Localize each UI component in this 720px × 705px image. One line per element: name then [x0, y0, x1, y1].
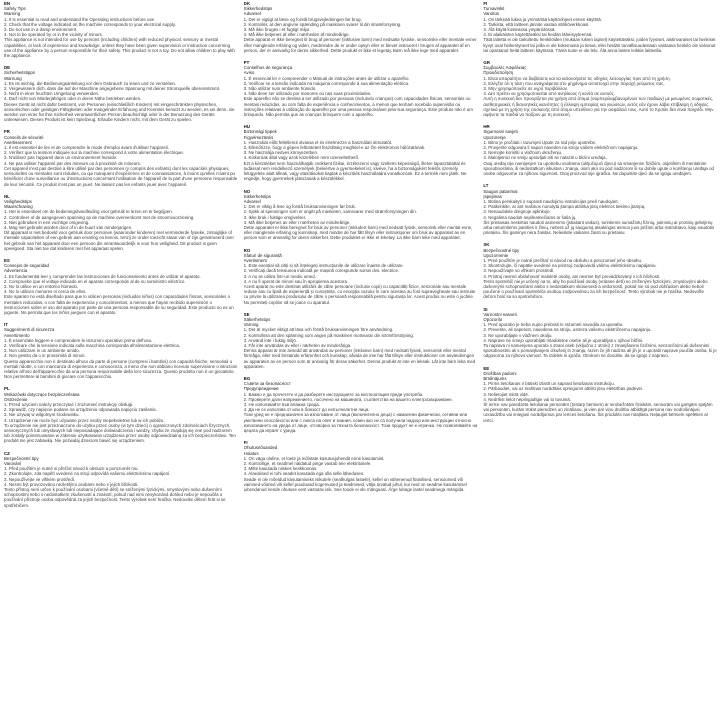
safety-instruction: 1. Būtina perskaityti ir suprasti naudojimo instrukcijas prieš naudojant.	[483, 198, 619, 204]
safety-paragraph: Αυτή η συσκευή δεν προορίζεται για χρήση από άτομα (συμπεριλαμβανομένων των παιδιών) με μειωμένες σωματικές, αισθητηριακές ή διανοητικές ικανότητες ή έλλειψη εμπειρίας και γνώσεων, εκτός εάν έχουν λάβει επίβλεψη ή οδηγίες σχετικά με τη χρήση της συσκευής από άτομο υπεύθυνο για την ασφάλειά τους. Αυτό το προϊόν δεν είναι παιχνίδι. Μην αφήνετε τα παιδιά να παίζουν με τη συσκευή.	[483, 96, 714, 118]
safety-instruction: 3. Ne uporabljajte v vlažnem okolju.	[483, 332, 553, 338]
safety-instruction: 3. Använd inte i fuktig miljö.	[243, 337, 297, 343]
warning-heading: Įspėjimas	[483, 193, 502, 199]
safety-instruction: 3. Nelietojiet mitrā vidē.	[483, 391, 529, 397]
warning-heading: Waarschuwing	[4, 204, 33, 210]
safety-instruction: 4. Må ikke betjenes av eller i nærheten av mindreårige.	[243, 219, 351, 225]
safety-instruction: 4. Prístroj nesmú obsluhovať maloleté osoby, ani nesmie byť prevádzkovaný v ich blízkosti.	[483, 273, 661, 279]
safety-paragraph: Ovaj uređaj nije namijenjen za upotrebu osobama (uključujući djecu) sa smanjenim fizičkim, osjetilnim ili mentalnim sposobnostima, ili nedostatkom iskustva i znanja, osim ako su pod nadzorom ili su dobile upute o korištenju uređaja od osobe odgovorne za njihovu sigurnost. Ovaj proizvod nije igračka. Ne dopustite djeci da se igraju uređajem.	[483, 160, 714, 177]
safety-paragraph: This appliance is not intended for use by persons (including children) with reduced physical, sensory or mental capabilities, or lack of experience and knowledge, unless they have been given supervision or instruction concerning use of the appliance by a person responsible for their safety. This product is not a toy. Do not allow children to play with the appliance.	[4, 37, 235, 59]
warning-heading: Avertisment	[243, 257, 267, 263]
safety-instruction: 4. Negalima naudoti nepilnamečiams ar šalia jų.	[483, 214, 577, 220]
safety-paragraph: Dette apparat er ikke beregnet til brug af personer (inklusive børn) med nedsatte fysiske, sensoriske eller mentale evner eller manglende erfaring og viden, medmindre de er under opsyn eller er blevet instrueret i brugen af apparatet af en person, der er ansvarlig for deres sikkerhed. Dette produkt er ikke et legetøj. Børn må ikke lege med apparatet.	[243, 37, 477, 53]
warning-heading: Brīdinājums	[483, 376, 507, 381]
safety-instruction: 4. Nesmí být provozováno nezletilými osobami nebo v jejich blízkosti.	[4, 481, 139, 487]
section-title: Varnostni nasveti	[483, 311, 517, 317]
safety-paragraph: Tätä laitetta ei ole tarkoitettu henkilöiden (mukaan lukien lapset) käytettäväksi, joiden fyysiset, aistinvaraiset tai henkiset kyvyt ovat heikentyneet tai joilla ei ole kokemusta ja tietoa, ellei heidän turvallisuudestaan vastaava henkilö ole valvonut tai opastanut heitä laitteen käytössä. Tämä tuote ei ole lelu. Älä anna lasten leikkiä laitteella.	[483, 37, 716, 53]
safety-instruction: 4. No lo utilicen menores ni cerca de ellos.	[4, 289, 87, 295]
section-title: Suggerimenti di sicurezza	[4, 327, 55, 333]
language-section	[244, 189, 478, 241]
language-code: EE	[483, 365, 490, 371]
language-section	[244, 312, 478, 369]
safety-instruction: 2. Ελέγξτε ότι η τάση που αναγράφεται στο μηχάνημα αντιστοιχεί στην παροχή ρεύματος σας.	[483, 80, 665, 86]
safety-instruction: 1. Es fundamental leer y comprender las instrucciones de funcionamiento antes de utilizar el aparato.	[4, 273, 201, 279]
safety-instruction: 1. Важно е да прочетете и да разберете инструкциите за експлоатация преди употреба.	[243, 391, 424, 397]
warning-heading: Varoitus	[483, 11, 500, 17]
safety-instruction: 1. On tärkeää lukea ja ymmärtää käyttöohjeet ennen käyttöä.	[483, 16, 602, 22]
section-title: Ohutusnõuanded	[243, 445, 278, 451]
safety-instruction: 1. Είναι απαραίτητο να διαβάσετε και να κατανοήσετε τις οδηγίες λειτουργίας πριν από τη χρήση.	[483, 75, 671, 81]
language-code: CZ	[4, 450, 10, 456]
safety-paragraph: To urządzenie nie jest przeznaczone do użytku przez osoby (w tym dzieci) o ograniczonych zdolnościach fizycznych, sensorycznych lub umysłowych lub nieposiadające doświadczenia i wiedzy, chyba że znajdują się one pod nadzorem lub zostały poinstruowane w zakresie użytkowania urządzenia przez osobę odpowiedzialną za ich bezpieczeństwo. Ten produkt nie jest zabawką. Nie pozwalaj dzieciom bawić się urządzeniem.	[4, 422, 236, 444]
safety-instruction: 1. Es ist wichtig, die Bedienungsanleitung vor dem Gebrauch zu lesen und zu verstehen.	[4, 80, 177, 86]
section-title: Sikkerhedstips	[243, 6, 273, 12]
safety-paragraph: Este aparelho não se destina a ser utilizado por pessoas (incluindo crianças) com capacidades físicas, sensoriais ou mentais reduzidas, ou com falta de experiência e conhecimentos, a menos que tenham recebido supervisão ou instruções relativas à utilização do aparelho por uma pessoa responsável pela sua segurança. Este produto não é um brinquedo. Não permita que as crianças brinquem com o aparelho.	[243, 96, 473, 118]
safety-instruction: 1. Pirms lietošanas ir būtiski izlasīt un saprast lietošanas instrukciju.	[483, 381, 615, 387]
language-section	[483, 60, 717, 117]
section-title: Biztonsági tippek	[243, 129, 277, 135]
safety-paragraph: Ezt a készüléket nem használhatják csökkent fizikai, érzékszervi vagy szellemi képességű, illetve tapasztalattal és tudással nem rendelkező személyek (beleértve a gyermekeket is), kivéve, ha a biztonságukért felelős személy felügyelete alatt állnak, vagy utasításokat kaptak a készülék használatára vonatkozóan. Ez a termék nem játék. Ne engedje, hogy gyermekek játsszanak a készülékkel.	[243, 160, 467, 182]
safety-instruction: 2. Kontrollige, et seadmel näidatud pinge vastab teie elektritoitele.	[243, 461, 372, 467]
safety-instruction: 1. Il est essentiel de lire et de comprendre le mode d'emploi avant d'utiliser l'appareil.	[4, 145, 169, 151]
safety-instruction: 2. Sprawdź, czy napięcie podane na urządzeniu odpowiada napięciu zasilania.	[4, 407, 157, 413]
safety-instruction: 3. Do not use in a damp environment.	[4, 27, 78, 33]
safety-paragraph: Denna apparat är inte avsedd att användas av personer (inklusive barn) med nedsatt fysisk, sensorisk eller mental förmåga, eller med bristande erfarenhet och kunskap, såvida de inte har fått tillsyn eller instruktioner om användningen av apparaten av en person som är ansvarig för deras säkerhet. Denna produkt är inte en leksak. Låt inte barn leka med apparaten.	[243, 348, 476, 369]
safety-instruction: 1. It is essential to read and understand the Operating instructions before use.	[4, 16, 156, 22]
safety-paragraph: Este aparato no está diseñado para que lo utilicen personas (incluidos niños) con capacidades físicas, sensoriales o mentales reducidas, o con falta de experiencia y conocimientos, a menos que hayan recibido supervisión o instrucciones sobre el uso del aparato por parte de una persona responsable de su seguridad. Este producto no es un juguete. No permita que los niños jueguen con el aparato.	[4, 294, 234, 315]
safety-instruction: 3. Älä käytä kosteassa ympäristössä.	[483, 27, 556, 33]
safety-instruction: 2. Sjekk at spenningen som er angitt på maskinen, samsvarer med strømforsyningen din.	[243, 209, 417, 215]
warning-heading: Hoiatus	[243, 450, 259, 456]
language-code: SI	[483, 306, 488, 312]
safety-instruction: 1. Det är mycket viktigt att läsa och förstå bruksanvisningen före användning.	[243, 327, 394, 333]
safety-instruction: 4. Maloljetnici ne smiju upravljati niti se nalaziti u blizini uređaja.	[483, 155, 607, 161]
language-section	[244, 376, 478, 433]
warning-heading: Предупреждение	[243, 386, 279, 392]
safety-instruction: 4. Ne pas utiliser l'appareil par des mineurs ou à proximité de mineurs.	[4, 160, 142, 166]
safety-instruction: 4. Δεν πρέπει να χρησιμοποιείται από ανηλίκους ή κοντά σε αυτούς.	[483, 91, 615, 97]
language-code: BG	[243, 376, 251, 381]
safety-paragraph: Tento přístroj není určen k používání osobami (včetně dětí) se sníženými fyzickými, smyslovými nebo duševními schopnostmi nebo s nedostatkem zkušeností a znalostí, pokud nad nimi nevykonává dohled nebo je nepoučila o používání přístroje osoba odpovědná za jejich bezpečnost. Tento výrobek není hračka. Nedovolte dětem hrát si se spotřebičem.	[4, 487, 226, 508]
section-title: Bezpečnostné tipy	[483, 247, 520, 253]
safety-instruction: 2. Compruebe que el voltaje indicado en el aparato corresponde al de su suministro eléctrico.	[4, 278, 186, 284]
section-title: Sicherheitstipps	[4, 70, 35, 76]
warning-heading: Προειδοποίηση	[483, 70, 514, 76]
warning-heading: Avertissement	[4, 139, 32, 145]
warning-heading: Upozorenje	[483, 134, 506, 140]
section-title: Saugos patarimai	[483, 188, 518, 194]
safety-instruction: 1. Bitno je pročitati i razumjeti Upute za rad prije upotrebe.	[483, 139, 597, 145]
language-code: HR	[483, 124, 490, 130]
language-section	[483, 307, 717, 359]
language-code: PT	[243, 60, 250, 66]
safety-instruction: 3. Não utilizar num ambiente húmido.	[243, 86, 317, 92]
language-section	[4, 65, 238, 122]
safety-paragraph: Ta naprava ni namenjena uporabi s strani oseb (vključno z otroki) z zmanjšanimi fizičnimi, senzoričnimi ali duševnimi sposobnostmi ali s pomanjkanjem izkušenj in znanja, razen če jih nadzira ali jih je o uporabi naprave poučila oseba, ki je odgovorna za njihovo varnost. Ta izdelek ni igrača. Otrokom ne dovolite, da se igrajo z napravo.	[483, 342, 717, 359]
safety-instruction: 2. Vérifiez que la tension indiquée sur la machine correspond à votre alimentation électrique.	[4, 150, 184, 156]
safety-instruction: 3. Nie używaj w wilgotnym środowisku.	[4, 412, 80, 418]
language-section	[244, 1, 478, 53]
safety-instruction: 4. Får inte användas av eller i närheten av minderåriga.	[243, 342, 352, 348]
language-code: FR	[4, 129, 10, 135]
safety-instruction: 4. Urządzenie nie może być używane przez osoby niepełnoletnie lub w ich pobliżu.	[4, 417, 165, 423]
language-code: PL	[4, 386, 10, 392]
warning-heading: Varning	[243, 322, 259, 328]
safety-instruction: 2. Kontrollér, at den angivne spænding på maskinen svarer til din strømforsyning.	[243, 21, 402, 27]
section-title: Wskazówki dotyczące bezpieczeństwa	[4, 391, 80, 397]
section-title: Säkerhetstips	[243, 316, 271, 322]
safety-instruction: 3. Nicht in einer feuchten Umgebung verwenden.	[4, 91, 100, 97]
safety-instruction: 1. On väga oluline, et loete ja mõistate kasutusjuhendit enne kasutamist.	[243, 455, 385, 461]
safety-instruction: 2. Tarkista, että laitteen jännite vastaa sähköverkkoasi.	[483, 21, 590, 27]
safety-instruction: 2. Vergewissern dich, dass die auf der Maschine angegebene Spannung mit deiner Stromquelle übereinstimmt.	[4, 86, 221, 92]
safety-instruction: 3. Не използвайте във влажна среда.	[243, 402, 320, 408]
safety-instruction: 4. Nedrīkst lietot nepilngadīgie vai to tuvumā.	[483, 396, 571, 402]
section-title: Sikkerhetstips	[243, 193, 272, 199]
language-section	[483, 1, 717, 53]
language-section	[244, 440, 478, 492]
column-left	[4, 1, 238, 705]
warning-heading: Warnung	[4, 75, 22, 81]
safety-paragraph: Dit apparaat is niet bedoeld voor gebruik door personen (waaronder kinderen) met verminderde fysieke, zintuiglijke of mentale capaciteiten of een gebrek aan ervaring en kennis, tenzij ze onder toezicht staan van of zijn geïnstrueerd over het gebruik van het apparaat door een persoon die verantwoordelijk is voor hun veiligheid. Dit product is geen speelgoed. Sta niet toe dat kinderen met het apparaat spelen.	[4, 230, 234, 251]
safety-instruction: 2. Provjerite odgovara li napon naveden na stroju vašem električnom napajanju.	[483, 145, 639, 151]
language-code: RO	[243, 247, 251, 253]
safety-instruction: 3. Mitte kasutada niiskes keskkonnas.	[243, 466, 318, 472]
section-title: Sfaturi de siguranță	[243, 252, 282, 258]
safety-instruction: 3. Må ikke bruges i et fugtigt miljø.	[243, 27, 311, 33]
language-code: NO	[243, 188, 251, 194]
language-section	[4, 1, 238, 58]
safety-instruction: 3. No lo utilice en un entorno húmedo.	[4, 283, 79, 289]
safety-instruction: 2. Check that the voltage indicated on the machine corresponds to your electrical supply.	[4, 21, 176, 27]
safety-instruction: 1. Det er viktig å lese og forstå bruksanvisningen før bruk.	[243, 204, 356, 210]
safety-instruction: 2. Controleer of de aangegeven spanning op de machine overeenkomt met de stroomvoorziening.	[4, 214, 195, 220]
language-code: FI	[243, 440, 248, 446]
language-code: IT	[4, 322, 8, 328]
safety-instruction: 1. Det er vigtigt at læse og forstå brugsvejledningen før brug.	[243, 16, 362, 22]
language-code: HU	[243, 124, 251, 130]
safety-instruction: 3. Μην χρησιμοποιείτε σε υγρό περιβάλλον.	[483, 86, 569, 92]
warning-heading: Advarsel	[243, 11, 261, 17]
safety-instruction: 3. Ne használja nedves környezetben.	[243, 150, 319, 156]
safety-paragraph: Questo apparecchio non è destinato all'uso da parte di persone (compresi i bambini) con capacità fisiche, sensoriali o mentali ridotte, o con mancanza di esperienza e conoscenza, a meno che non abbiano ricevuto supervisione o istruzioni relative all'uso dell'apparecchio da una persona responsabile della loro sicurezza. Questo prodotto non è un giocattolo. Non permettere ai bambini di giocare con l'apparecchio.	[4, 358, 238, 380]
language-section	[483, 124, 717, 176]
language-code: ES	[4, 257, 10, 263]
safety-instruction: 1. Pred použitím je nutné prečítať si návod na obsluhu a porozumieť jeho obsahu.	[483, 257, 643, 263]
warning-heading: Opozorilo	[483, 316, 503, 322]
safety-instruction: 1. Pred uporabo je treba nujno prebrati in razumeti navodila za uporabo.	[483, 322, 624, 328]
language-section	[4, 386, 238, 443]
safety-instruction: 2. Verificați dacă tensiunea indicată pe mașină corespunde sursei dvs. electrice.	[243, 268, 400, 274]
language-section	[244, 248, 478, 305]
safety-instruction: 2. Skontrolujte, či napätie uvedené na prístroji zodpovedá vášmu elektrickému napájaniu.	[483, 263, 657, 269]
language-code: DE	[4, 65, 11, 71]
safety-instruction: 1. Przed użyciem należy przeczytać i zrozumieć instrukcję obsługi.	[4, 402, 134, 408]
language-code: SK	[483, 242, 490, 248]
language-section	[483, 242, 717, 299]
safety-instruction: 4. A nu fi operat de minori sau în apropierea acestora.	[243, 278, 349, 284]
safety-instruction: 4. Kiskorúak által vagy azok közelében nem üzemeltethető.	[243, 155, 360, 161]
warning-heading: Aviso	[243, 70, 255, 76]
safety-instruction: 4. Non gestito da o in prossimità di minori.	[4, 353, 86, 359]
safety-instruction: 2. Verificar se a tensão indicada na máquina corresponde à sua alimentação elétrica.	[243, 80, 410, 86]
safety-instruction: 3. Niet gebruiken in een vochtige omgeving.	[4, 219, 90, 225]
safety-instruction: 3. Nepoužívajte vo vlhkom prostredí.	[483, 268, 555, 274]
language-section	[244, 124, 478, 181]
section-title: Conseils de sécurité	[4, 134, 44, 140]
warning-heading: Varování	[4, 461, 22, 467]
language-code: DK	[243, 1, 251, 6]
safety-paragraph: Tento spotrebič nie je určený na to, aby ho používali osoby (vrátane detí) so zníženými fyzickými, zmyslovými alebo duševnými schopnosťami alebo s nedostatkom skúseností a vedomostí, pokiaľ nie sú pod dohľadom alebo neboli poučené o používaní spotrebiča osobou zodpovednou za ich bezpečnosť. Tento výrobok nie je hračka. Nedovoľte deťom hrať sa so spotrebičom.	[483, 278, 708, 300]
safety-instruction: 4. Não deve ser utilizado por menores ou nas suas proximidades.	[243, 91, 372, 97]
safety-instruction: 1. È essenziale leggere e comprendere le istruzioni operative prima dell'uso.	[4, 337, 153, 343]
safety-paragraph: Acest aparat nu este destinat utilizării de către persoane (inclusiv copii) cu capacități fizice, senzoriale sau mentale reduse sau cu lipsă de experiență și cunoștințe, cu excepția cazului în care acestea au fost supravegheate sau instruite cu privire la utilizarea produsului de către o persoană responsabilă pentru siguranța lor. Acest produs nu este o jucărie. Nu permiteți copiilor să se joace cu aparatul.	[243, 283, 476, 305]
safety-instruction: 4. Darf nicht von Minderjährigen oder in deren Nähe betrieben werden.	[4, 96, 142, 102]
language-section	[4, 322, 238, 379]
section-title: Συμβουλές Ασφάλειας	[483, 65, 527, 71]
safety-instruction: 2. Verificare che la tensione indicata sulla macchina corrisponda all'alimentazione elettrica.	[4, 342, 181, 348]
section-title: Bezpečnostní tipy	[4, 455, 39, 461]
safety-instruction: 4. Not to be operated by or in the vicinity of minors.	[4, 32, 104, 38]
safety-instruction: 2. Kontrollera att den spänning som anges på maskinen motsvarar din strömförsörjning.	[243, 332, 415, 338]
language-code: GR	[483, 60, 490, 66]
section-title: Conselhos de segurança	[243, 65, 293, 71]
safety-instruction: 3. Nenaudokite drėgnoje aplinkoje.	[483, 209, 551, 215]
language-section	[483, 366, 717, 423]
safety-instruction: 1. Használat előtt feltétlenül olvassa el és értelmezze a használati útmutatót.	[243, 139, 393, 145]
safety-instruction: 3. Ikke bruk i fuktige omgivelser.	[243, 214, 307, 220]
safety-instruction: 4. Mag niet gebruikt worden door of in de buurt van minderjarigen.	[4, 224, 133, 230]
safety-instruction: 1. Před použitím je nutné si přečíst návod k obsluze a porozumět mu.	[4, 466, 139, 472]
warning-heading: Advertencia	[4, 268, 28, 274]
language-code: LT	[483, 183, 489, 189]
language-section	[483, 183, 717, 235]
language-section	[4, 451, 238, 508]
safety-instruction: 2. Pārbaudiet, vai uz mašīnas norādītais spriegums atbilst jūsu elektrības padevei.	[483, 386, 644, 392]
safety-instruction: 4. Да не се използва от или в близост до непълнолетни лица.	[243, 407, 370, 413]
safety-instruction: 4. Ei alaikäisten käytettäväksi tai heidän läheisyyteensä.	[483, 32, 593, 38]
section-title: Turvavinkit	[483, 6, 505, 12]
language-code: EN	[4, 1, 11, 6]
safety-instruction: 4. Alaealised ei tohi seadet kasutada ega olla selle läheduses.	[243, 471, 365, 477]
warning-heading: Upozornenie	[483, 252, 509, 258]
safety-instruction: 3. N'utilisez pas l'appareil dans un environnement humide.	[4, 155, 118, 161]
safety-instruction: 3. Non utilizzare in un ambiente umido.	[4, 348, 80, 354]
section-title: Sigurnosni savjeti	[483, 129, 518, 135]
warning-heading: Figyelmeztetés	[243, 134, 274, 140]
safety-paragraph: Dieses Gerät ist nicht dafür bestimmt, von Personen (einschließlich Kindern) mit eingeschränkten physischen, sensorischen oder geistigen Fähigkeiten oder mangelnder Erfahrung und Kenntnis benutzt zu werden, es sei denn, sie werden von einer für ihre Sicherheit verantwortlichen Person beaufsichtigt oder in der Benutzung des Geräts unterwiesen. Dieses Produkt ist kein Spielzeug. Erlaube Kindern nicht, mit dem Gerät zu spielen.	[4, 101, 235, 123]
safety-paragraph: Cet appareil n'est pas destiné à être utilisé par des personnes (y compris des enfants) dont les capacités physiques, sensorielles ou mentales sont réduites, ou qui manquent d'expérience et de connaissances, à moins qu'elles n'aient pu bénéficier d'une surveillance ou d'instructions concernant l'utilisation de l'appareil de la part d'une personne responsable de leur sécurité. Ce produit n'est pas un jouet. Ne laissez pas les enfants jouer avec l'appareil.	[4, 165, 238, 187]
safety-instruction: 3. A nu se utiliza într-un mediu umed.	[243, 273, 316, 279]
safety-paragraph: Seade ei ole mõeldud kasutamiseks isikutele (sealhulgas lastele), kellel on vähenenud füüsilised, sensoorsed või vaimsed võimed või kellel puuduvad kogemused ja teadmised, välja arvatud juhul, kui neid on seadme kasutamisel juhendanud nende ohutuse eest vastutav isik. See toode ei ole mänguasi. Ärge lubage lastel seadmega mängida.	[243, 476, 467, 493]
safety-paragraph: Šis prietaisas neskirtas naudoti asmenims (įskaitant vaikus), turintiems sumažintų fizinių, jutiminių ar protinių gebėjimų arba neturintiems patirties ir žinių, nebent už jų saugumą atsakingas asmuo juos prižiūri arba instruktavo, kaip naudotis prietaisu. Šis gaminys nėra žaislas. Neleiskite vaikams žaisti su prietaisu.	[483, 219, 715, 236]
column-middle	[244, 1, 478, 705]
safety-instruction: 2. Ellenőrizze, hogy a gépen feltüntetett feszültség megfelel-e az Ön elektromos hálózatának.	[243, 145, 426, 151]
safety-instruction: 1. Este esențial să citiți și să înțelegeți instrucțiunile de utilizare înainte de utilizare.	[243, 263, 404, 269]
safety-paragraph: Šī ierīce nav paredzēta lietošanai personām (tostarp bērniem) ar ierobežotām fiziskām, sensorām vai garīgām spējām vai personām, kurām trūkst pieredzes un zināšanu, ja vien par viņu drošību atbildīgā persona nav nodrošinājusi uzraudzību vai sniegusi norādījumus par ierīces lietošanu. Šis produkts nav rotaļlieta. Neļaujiet bērniem spēlēties ar ierīci.	[483, 402, 713, 423]
safety-instruction: 1. Het is essentieel om de bedieningshandleiding voor gebruik te lezen en te begrijpen.	[4, 209, 173, 215]
section-title: Veiligheidstips	[4, 198, 32, 204]
safety-instruction: 2. Проверете дали напрежението, посочено на машината, съответства на вашето електрозахранване.	[243, 396, 453, 402]
safety-instruction: 3. Nepoužívejte ve vlhkém prostředí.	[4, 476, 76, 482]
safety-instruction: 2. Zkontrolujte, zda napětí uvedené na stroji odpovídá vašemu elektrickému napájení.	[4, 471, 171, 477]
language-section	[4, 194, 238, 251]
section-title: Safety Tips	[4, 6, 26, 12]
language-code: SE	[243, 311, 250, 317]
warning-heading: Warning	[4, 11, 21, 17]
section-title: Consejos de seguridad	[4, 263, 49, 269]
warning-heading: Ostrzeżenie	[4, 396, 28, 402]
safety-instruction: 4. Må ikke betjenes af eller i nærheden af mindreårige.	[243, 32, 350, 38]
safety-instruction: 3. Nemojte koristiti u vlažnom okruženju.	[483, 150, 563, 156]
language-section	[4, 258, 238, 315]
language-code: FI	[483, 1, 488, 6]
safety-paragraph: Този уред не е предназначен за използване от лица (включително деца) с намалени физически, сетивни или умствени способности или с липса на опит и знания, освен ако не са получили надзор или инструкции относно използването на уреда от лице, отговорно за тяхната безопасност. Този продукт не е играчка. Не позволявайте на децата да играят с уреда.	[243, 412, 478, 434]
warning-heading: Advarsel	[243, 198, 261, 204]
language-section	[4, 129, 238, 186]
language-section	[244, 60, 478, 117]
safety-paragraph: Dette apparatet er ikke beregnet for bruk av personer (inkludert barn) med nedsatt fysisk, sensorisk eller mental evne, eller manglende erfaring og kunnskap, med mindre de har fått tilsyn eller instruksjoner om bruk av apparatet av en person som er ansvarlig for deres sikkerhet. Dette produktet er ikke et leketøy. La ikke barn leke med apparatet.	[243, 224, 473, 241]
safety-instruction: 2. Patikrinkite, ar ant mašinos nurodyta įtampa atitinka jūsų elektros tiekimo įtampą.	[483, 204, 646, 210]
safety-instruction: 1. É essencial ler e compreender o Manual de instruções antes de utilizar o aparelho.	[243, 75, 410, 81]
safety-instruction: 4. Naprave ne smejo uporabljati mladoletne osebe ali je uporabljati v njihovi bližini.	[483, 337, 644, 343]
section-title: Съвети за безопасност	[243, 381, 291, 387]
section-title: Drošības padomi	[483, 370, 517, 376]
column-right	[483, 1, 717, 705]
safety-instruction: 2. Preverite, ali napetost, navedena na stroju, ustreza vašemu električnemu napajanju.	[483, 327, 652, 333]
language-code: NL	[4, 193, 10, 199]
warning-heading: Avvertimento	[4, 332, 30, 338]
